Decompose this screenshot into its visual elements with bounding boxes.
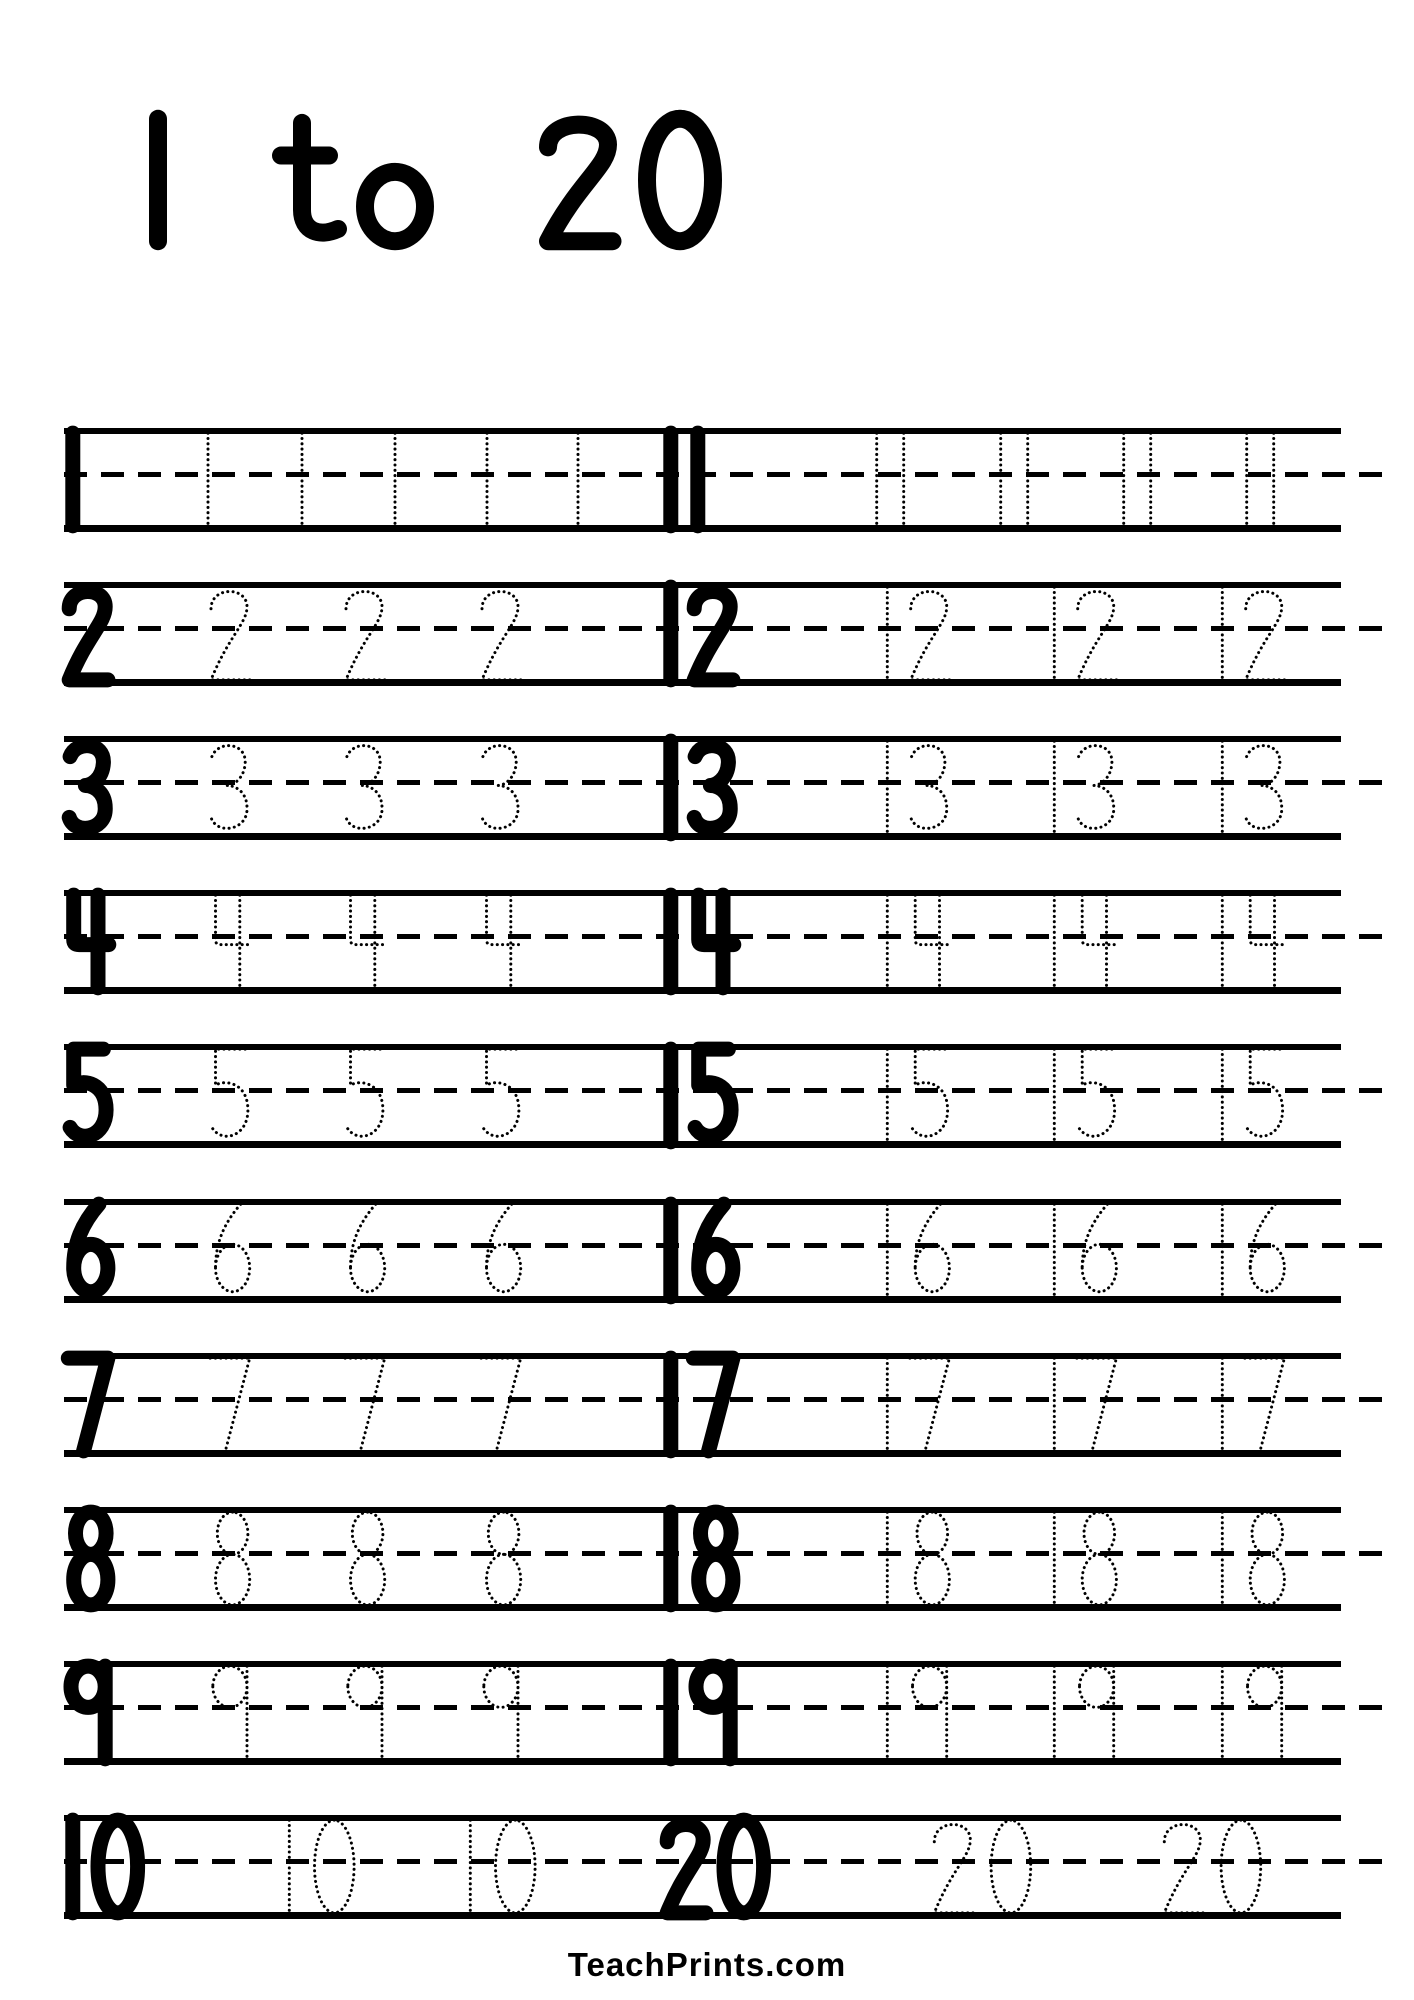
trace-number-glyphs [475, 1044, 525, 1147]
trace-digit-9 [475, 1661, 525, 1764]
solid-digit-4 [687, 890, 737, 993]
trace-number-19 [877, 1661, 954, 1764]
solid-number-5 [62, 1044, 112, 1147]
trace-number-glyphs [291, 428, 313, 531]
trace-digit-5 [1238, 1044, 1288, 1147]
solid-number-13 [660, 736, 737, 839]
solid-digit-1 [660, 582, 682, 685]
solid-number-glyphs [660, 1044, 737, 1147]
trace-number-6 [204, 1199, 254, 1302]
trace-digit-9 [339, 1661, 389, 1764]
trace-digit-1 [1017, 428, 1039, 531]
trace-digit-3 [1070, 736, 1120, 839]
solid-digit-9 [62, 1661, 112, 1764]
solid-number-glyphs [62, 582, 112, 685]
trace-digit-1 [291, 428, 313, 531]
trace-digit-1 [1044, 890, 1066, 993]
solid-digit-1 [660, 890, 682, 993]
trace-number-glyphs [1212, 736, 1289, 839]
solid-number-glyphs [62, 1661, 112, 1764]
trace-number-glyphs [1236, 428, 1284, 531]
trace-number-glyphs [1212, 1199, 1289, 1302]
trace-number-glyphs [1212, 890, 1289, 993]
trace-number-1 [567, 428, 589, 531]
trace-digit-8 [903, 1507, 953, 1610]
trace-number-glyphs [204, 890, 254, 993]
trace-number-15 [1212, 1044, 1289, 1147]
solid-number-8 [62, 1507, 112, 1610]
trace-digit-1 [893, 428, 915, 531]
solid-digit-1 [660, 1661, 682, 1764]
trace-number-glyphs [339, 1353, 389, 1456]
trace-digit-5 [903, 1044, 953, 1147]
solid-number-glyphs [660, 1199, 737, 1302]
trace-digit-1 [877, 1661, 899, 1764]
trace-digit-1 [460, 1815, 482, 1918]
trace-number-17 [1044, 1353, 1121, 1456]
trace-number-glyphs [927, 1815, 1033, 1918]
trace-number-glyphs [877, 1044, 954, 1147]
trace-digit-1 [1236, 428, 1258, 531]
solid-digit-1 [62, 428, 84, 531]
trace-digit-1 [1212, 582, 1234, 685]
trace-number-9 [204, 1661, 254, 1764]
trace-number-glyphs [279, 1815, 356, 1918]
solid-number-glyphs [660, 1815, 766, 1918]
trace-digit-2 [1238, 582, 1288, 685]
trace-digit-5 [339, 1044, 389, 1147]
solid-digit-2 [687, 582, 737, 685]
trace-digit-7 [1070, 1353, 1120, 1456]
trace-digit-8 [204, 1507, 254, 1610]
trace-digit-2 [475, 582, 525, 685]
solid-number-4 [62, 890, 112, 993]
solid-number-glyphs [62, 428, 84, 531]
trace-digit-5 [475, 1044, 525, 1147]
trace-digit-1 [384, 428, 406, 531]
trace-digit-1 [877, 736, 899, 839]
trace-number-glyphs [877, 1353, 954, 1456]
trace-number-4 [204, 890, 254, 993]
trace-number-5 [204, 1044, 254, 1147]
trace-number-glyphs [866, 428, 914, 531]
trace-number-16 [1044, 1199, 1121, 1302]
trace-digit-4 [1070, 890, 1120, 993]
solid-number-glyphs [62, 1044, 112, 1147]
trace-number-9 [475, 1661, 525, 1764]
solid-number-glyphs [660, 736, 737, 839]
trace-digit-6 [475, 1199, 525, 1302]
solid-number-19 [660, 1661, 737, 1764]
trace-number-glyphs [1212, 1661, 1289, 1764]
trace-number-12 [1044, 582, 1121, 685]
trace-number-18 [1212, 1507, 1289, 1610]
practice-row-3 [64, 736, 1394, 840]
practice-row-8 [64, 1507, 1394, 1611]
trace-number-glyphs [990, 428, 1038, 531]
trace-number-glyphs [339, 1661, 389, 1764]
trace-digit-0 [305, 1815, 355, 1918]
trace-number-glyphs [204, 582, 254, 685]
trace-number-15 [1044, 1044, 1121, 1147]
trace-number-3 [339, 736, 389, 839]
solid-digit-2 [62, 582, 112, 685]
solid-number-16 [660, 1199, 737, 1302]
practice-row-5 [64, 1044, 1394, 1148]
trace-number-glyphs [204, 1353, 254, 1456]
trace-number-14 [877, 890, 954, 993]
trace-digit-1 [1140, 428, 1162, 531]
trace-number-glyphs [204, 1044, 254, 1147]
solid-digit-1 [660, 1353, 682, 1456]
trace-number-glyphs [339, 1507, 389, 1610]
trace-digit-9 [1070, 1661, 1120, 1764]
solid-digit-0 [89, 1815, 139, 1918]
trace-digit-1 [877, 1507, 899, 1610]
trace-digit-1 [1044, 1044, 1066, 1147]
trace-digit-1 [1044, 1199, 1066, 1302]
solid-number-7 [62, 1353, 112, 1456]
solid-number-3 [62, 736, 112, 839]
trace-digit-2 [339, 582, 389, 685]
trace-digit-1 [1044, 736, 1066, 839]
trace-digit-1 [1044, 582, 1066, 685]
solid-number-11 [660, 428, 708, 531]
footer-credit: TeachPrints.com [567, 1946, 847, 1983]
trace-number-1 [291, 428, 313, 531]
trace-digit-6 [204, 1199, 254, 1302]
trace-digit-6 [1070, 1199, 1120, 1302]
solid-number-glyphs [660, 428, 708, 531]
trace-number-8 [204, 1507, 254, 1610]
solid-number-glyphs [62, 1815, 139, 1918]
practice-row-2 [64, 582, 1394, 686]
trace-digit-2 [903, 582, 953, 685]
solid-number-glyphs [660, 890, 737, 993]
trace-number-glyphs [1044, 890, 1121, 993]
trace-digit-1 [1113, 428, 1135, 531]
trace-number-6 [339, 1199, 389, 1302]
trace-digit-4 [204, 890, 254, 993]
practice-rows [64, 0, 1394, 2000]
trace-digit-1 [877, 890, 899, 993]
trace-digit-1 [1263, 428, 1285, 531]
trace-number-1 [476, 428, 498, 531]
trace-digit-4 [339, 890, 389, 993]
trace-digit-7 [903, 1353, 953, 1456]
trace-digit-1 [1212, 1661, 1234, 1764]
trace-number-glyphs [197, 428, 219, 531]
trace-number-glyphs [475, 890, 525, 993]
solid-digit-0 [715, 1815, 765, 1918]
trace-digit-3 [204, 736, 254, 839]
solid-digit-1 [660, 1507, 682, 1610]
trace-number-glyphs [475, 1199, 525, 1302]
trace-number-3 [475, 736, 525, 839]
trace-number-glyphs [877, 736, 954, 839]
trace-digit-4 [903, 890, 953, 993]
solid-digit-3 [62, 736, 112, 839]
trace-number-7 [475, 1353, 525, 1456]
trace-number-11 [1113, 428, 1161, 531]
trace-digit-5 [1070, 1044, 1120, 1147]
trace-number-glyphs [1044, 582, 1121, 685]
trace-number-glyphs [475, 736, 525, 839]
solid-number-14 [660, 890, 737, 993]
solid-number-glyphs [62, 1353, 112, 1456]
trace-digit-3 [475, 736, 525, 839]
trace-number-2 [475, 582, 525, 685]
trace-number-18 [1044, 1507, 1121, 1610]
solid-number-glyphs [62, 736, 112, 839]
practice-row-10 [64, 1815, 1394, 1919]
solid-digit-1 [62, 1815, 84, 1918]
trace-number-12 [877, 582, 954, 685]
practice-row-1 [64, 428, 1394, 532]
trace-number-4 [475, 890, 525, 993]
trace-number-19 [1044, 1661, 1121, 1764]
solid-digit-4 [62, 890, 112, 993]
trace-number-17 [877, 1353, 954, 1456]
solid-digit-7 [687, 1353, 737, 1456]
trace-number-13 [1044, 736, 1121, 839]
trace-digit-8 [339, 1507, 389, 1610]
trace-number-10 [460, 1815, 537, 1918]
trace-digit-1 [1044, 1661, 1066, 1764]
trace-number-glyphs [1044, 1507, 1121, 1610]
trace-digit-2 [927, 1815, 977, 1918]
trace-number-10 [279, 1815, 356, 1918]
trace-number-5 [339, 1044, 389, 1147]
trace-number-glyphs [475, 1353, 525, 1456]
solid-number-glyphs [660, 582, 737, 685]
trace-number-11 [1236, 428, 1284, 531]
trace-digit-1 [1212, 1044, 1234, 1147]
trace-number-glyphs [204, 1661, 254, 1764]
practice-row-6 [64, 1199, 1394, 1303]
solid-digit-6 [62, 1199, 112, 1302]
trace-digit-1 [877, 582, 899, 685]
trace-number-8 [339, 1507, 389, 1610]
trace-digit-0 [486, 1815, 536, 1918]
trace-digit-8 [475, 1507, 525, 1610]
solid-digit-1 [660, 428, 682, 531]
trace-number-8 [475, 1507, 525, 1610]
trace-digit-8 [1238, 1507, 1288, 1610]
trace-number-glyphs [204, 1507, 254, 1610]
trace-digit-7 [475, 1353, 525, 1456]
trace-number-19 [1212, 1661, 1289, 1764]
solid-number-glyphs [660, 1507, 737, 1610]
trace-digit-2 [1157, 1815, 1207, 1918]
trace-number-14 [1044, 890, 1121, 993]
trace-number-20 [1157, 1815, 1263, 1918]
trace-number-glyphs [877, 890, 954, 993]
trace-digit-6 [339, 1199, 389, 1302]
solid-number-17 [660, 1353, 737, 1456]
trace-number-glyphs [1044, 1199, 1121, 1302]
solid-digit-8 [62, 1507, 112, 1610]
trace-digit-3 [339, 736, 389, 839]
trace-number-glyphs [339, 582, 389, 685]
trace-number-glyphs [1044, 736, 1121, 839]
solid-number-15 [660, 1044, 737, 1147]
trace-digit-1 [990, 428, 1012, 531]
trace-digit-1 [197, 428, 219, 531]
trace-number-glyphs [1212, 1044, 1289, 1147]
trace-digit-7 [1238, 1353, 1288, 1456]
trace-digit-1 [1212, 1199, 1234, 1302]
trace-number-9 [339, 1661, 389, 1764]
trace-number-glyphs [1212, 582, 1289, 685]
trace-number-13 [1212, 736, 1289, 839]
trace-number-13 [877, 736, 954, 839]
trace-digit-1 [1212, 1353, 1234, 1456]
solid-number-20 [660, 1815, 766, 1918]
practice-row-7 [64, 1353, 1394, 1457]
trace-digit-7 [204, 1353, 254, 1456]
solid-number-glyphs [660, 1661, 737, 1764]
trace-number-glyphs [476, 428, 498, 531]
trace-number-4 [339, 890, 389, 993]
solid-digit-1 [660, 736, 682, 839]
solid-digit-3 [687, 736, 737, 839]
trace-digit-5 [204, 1044, 254, 1147]
trace-digit-1 [279, 1815, 301, 1918]
solid-number-glyphs [62, 890, 112, 993]
trace-digit-4 [475, 890, 525, 993]
solid-digit-9 [687, 1661, 737, 1764]
trace-number-glyphs [877, 1507, 954, 1610]
solid-digit-1 [660, 1044, 682, 1147]
trace-number-glyphs [475, 1507, 525, 1610]
trace-number-glyphs [1212, 1507, 1289, 1610]
trace-number-15 [877, 1044, 954, 1147]
trace-digit-9 [204, 1661, 254, 1764]
solid-digit-7 [62, 1353, 112, 1456]
trace-digit-9 [903, 1661, 953, 1764]
trace-digit-1 [877, 1044, 899, 1147]
solid-digit-1 [687, 428, 709, 531]
trace-digit-2 [204, 582, 254, 685]
trace-number-glyphs [460, 1815, 537, 1918]
trace-number-3 [204, 736, 254, 839]
solid-number-12 [660, 582, 737, 685]
guide-line-middle-dashed [64, 472, 1390, 477]
solid-number-10 [62, 1815, 139, 1918]
solid-digit-1 [660, 1199, 682, 1302]
trace-number-glyphs [1044, 1353, 1121, 1456]
trace-digit-1 [1212, 1507, 1234, 1610]
trace-number-6 [475, 1199, 525, 1302]
trace-digit-2 [1070, 582, 1120, 685]
trace-digit-4 [1238, 890, 1288, 993]
trace-number-glyphs [475, 1661, 525, 1764]
trace-number-glyphs [339, 1199, 389, 1302]
trace-digit-1 [476, 428, 498, 531]
trace-number-glyphs [567, 428, 589, 531]
trace-digit-3 [903, 736, 953, 839]
trace-number-2 [339, 582, 389, 685]
trace-number-1 [384, 428, 406, 531]
solid-number-glyphs [62, 1507, 112, 1610]
solid-number-2 [62, 582, 112, 685]
practice-row-4 [64, 890, 1394, 994]
solid-digit-6 [687, 1199, 737, 1302]
trace-number-glyphs [877, 1199, 954, 1302]
trace-digit-1 [1044, 1507, 1066, 1610]
solid-number-6 [62, 1199, 112, 1302]
trace-digit-1 [1212, 736, 1234, 839]
trace-digit-1 [877, 1199, 899, 1302]
trace-number-11 [866, 428, 914, 531]
trace-number-glyphs [204, 1199, 254, 1302]
trace-number-20 [927, 1815, 1033, 1918]
trace-number-17 [1212, 1353, 1289, 1456]
trace-digit-1 [567, 428, 589, 531]
trace-number-glyphs [475, 582, 525, 685]
trace-number-glyphs [1113, 428, 1161, 531]
trace-number-14 [1212, 890, 1289, 993]
trace-number-7 [339, 1353, 389, 1456]
trace-number-7 [204, 1353, 254, 1456]
trace-number-glyphs [339, 1044, 389, 1147]
solid-digit-2 [660, 1815, 710, 1918]
practice-row-9 [64, 1661, 1394, 1765]
trace-digit-8 [1070, 1507, 1120, 1610]
solid-digit-5 [687, 1044, 737, 1147]
trace-number-glyphs [1044, 1661, 1121, 1764]
trace-number-glyphs [339, 736, 389, 839]
trace-number-glyphs [1044, 1044, 1121, 1147]
trace-number-glyphs [877, 1661, 954, 1764]
trace-digit-6 [903, 1199, 953, 1302]
trace-digit-6 [1238, 1199, 1288, 1302]
trace-number-11 [990, 428, 1038, 531]
trace-digit-1 [1212, 890, 1234, 993]
trace-number-glyphs [204, 736, 254, 839]
solid-number-1 [62, 428, 84, 531]
trace-digit-1 [877, 1353, 899, 1456]
trace-digit-7 [339, 1353, 389, 1456]
solid-number-glyphs [62, 1199, 112, 1302]
trace-digit-9 [1238, 1661, 1288, 1764]
trace-digit-1 [1044, 1353, 1066, 1456]
trace-number-glyphs [877, 582, 954, 685]
trace-digit-0 [983, 1815, 1033, 1918]
trace-digit-3 [1238, 736, 1288, 839]
trace-digit-0 [1213, 1815, 1263, 1918]
trace-number-5 [475, 1044, 525, 1147]
solid-digit-8 [687, 1507, 737, 1610]
solid-number-9 [62, 1661, 112, 1764]
solid-digit-5 [62, 1044, 112, 1147]
trace-digit-1 [866, 428, 888, 531]
solid-number-18 [660, 1507, 737, 1610]
trace-number-1 [197, 428, 219, 531]
trace-number-18 [877, 1507, 954, 1610]
solid-number-glyphs [660, 1353, 737, 1456]
trace-number-16 [1212, 1199, 1289, 1302]
trace-number-glyphs [1157, 1815, 1263, 1918]
trace-number-2 [204, 582, 254, 685]
trace-number-16 [877, 1199, 954, 1302]
trace-number-glyphs [1212, 1353, 1289, 1456]
trace-number-12 [1212, 582, 1289, 685]
trace-number-glyphs [339, 890, 389, 993]
trace-number-glyphs [384, 428, 406, 531]
